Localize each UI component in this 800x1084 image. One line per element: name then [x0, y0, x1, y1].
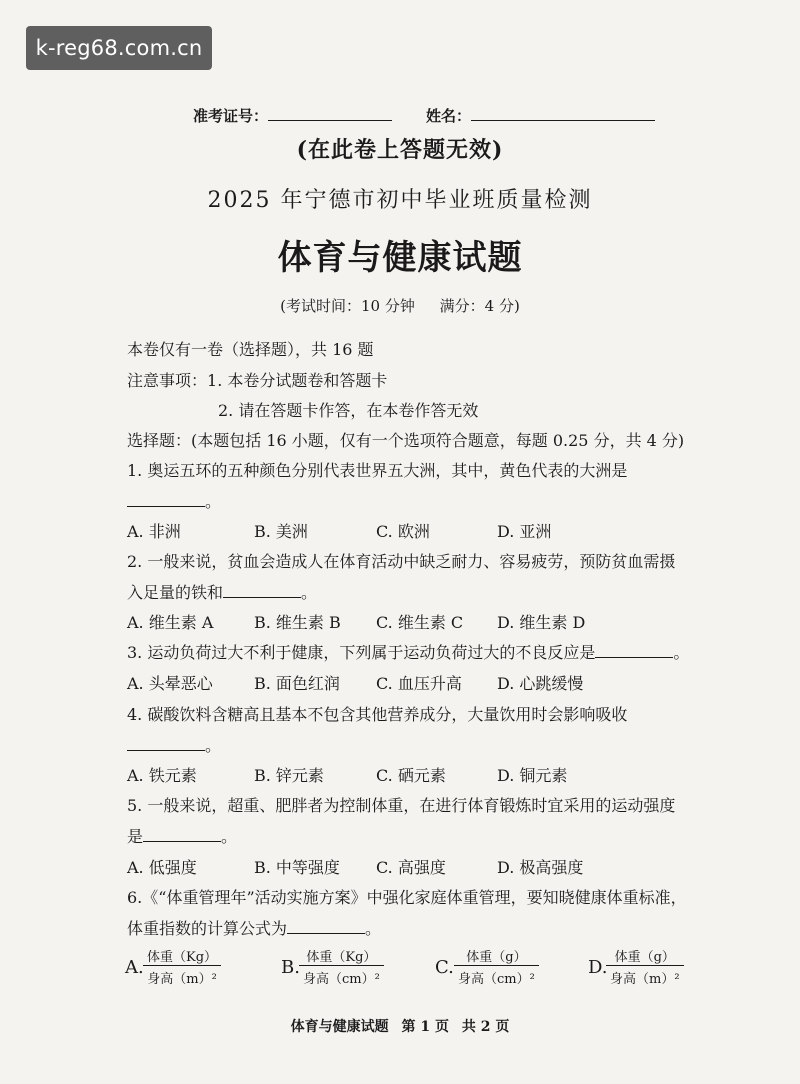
option-c: C. 硒元素 — [376, 766, 446, 785]
name-blank — [471, 106, 655, 121]
question-2-text: 2. 一般来说，贫血会造成人在体育活动中缺乏耐力、容易疲劳，预防贫血需摄 — [127, 552, 676, 571]
option-d-letter: D. — [588, 957, 608, 978]
answer-blank — [127, 734, 205, 751]
option-c: C. 维生素 C — [376, 613, 464, 632]
option-b-formula — [299, 946, 384, 987]
option-c: C. 高强度 — [376, 858, 446, 877]
question-3-stem: 3. 运动负荷过大不利于健康，下列属于运动负荷过大的不良反应是 — [127, 643, 596, 662]
question-2-text-tail: 入足量的铁和 — [127, 583, 224, 602]
punct: 。 — [221, 827, 238, 846]
option-b: B. 维生素 B — [254, 613, 341, 632]
question-1-blank-row — [127, 489, 221, 512]
option-d: D. 极高强度 — [497, 858, 584, 877]
option-c-formula — [454, 946, 539, 987]
answer-blank — [595, 641, 673, 658]
option-a: A. 铁元素 — [127, 766, 197, 785]
answer-blank — [143, 825, 221, 842]
option-a: A. 低强度 — [127, 858, 197, 877]
question-6-blank-row — [127, 916, 381, 939]
notes-row-1 — [127, 368, 387, 391]
watermark: k-reg68.com.cn — [26, 26, 212, 70]
answer-blank — [127, 490, 205, 507]
exam-id-blank — [268, 106, 392, 121]
formula-numerator: 体重（g） — [454, 946, 539, 966]
punct: 。 — [205, 492, 222, 511]
question-6-text-tail: 体重指数的计算公式为 — [127, 919, 288, 938]
formula-denominator: 身高（cm）² — [303, 972, 380, 987]
option-d: D. 亚洲 — [497, 522, 552, 541]
exam-id-label: 准考证号： — [193, 107, 269, 125]
formula-denominator: 身高（cm）² — [458, 972, 535, 987]
notes-item-1: 1. 本卷分试题卷和答题卡 — [207, 371, 388, 390]
section-heading: 选择题：(本题包括 16 小题，仅有一个选项符合题意，每题 0.25 分，共 4 分) — [127, 431, 685, 450]
option-a: A. 维生素 A — [127, 613, 214, 632]
formula-denominator: 身高（m）² — [610, 972, 680, 987]
option-d: D. 铜元素 — [497, 766, 568, 785]
question-4-blank-row — [127, 733, 221, 756]
exam-meta — [0, 295, 800, 316]
option-a-formula — [143, 946, 221, 987]
invalid-answer-notice: (在此卷上答题无效) — [296, 137, 504, 163]
question-1-text: 1. 奥运五环的五种颜色分别代表世界五大洲，其中，黄色代表的大洲是 — [127, 461, 628, 480]
question-5-blank-row — [127, 824, 237, 847]
option-c: C. 欧洲 — [376, 522, 430, 541]
intro-text: 本卷仅有一卷（选择题），共 16 题 — [127, 340, 374, 359]
footer-total-pages: 共 2 页 — [461, 1019, 510, 1035]
answer-blank — [223, 581, 301, 598]
option-d: D. 心跳缓慢 — [497, 674, 584, 693]
answer-blank — [287, 917, 365, 934]
option-a: A. 头晕恶心 — [127, 674, 213, 693]
punct: 。 — [301, 583, 318, 602]
name-row — [426, 105, 655, 126]
formula-numerator: 体重（Kg） — [143, 946, 221, 966]
option-c-letter: C. — [435, 957, 454, 978]
punct: 。 — [205, 736, 222, 755]
option-a-letter: A. — [125, 957, 144, 978]
question-6-text: 6.《“体重管理年”活动实施方案》中强化家庭体重管理，要知晓健康体重标准， — [127, 888, 687, 907]
exam-full-score: 满分：4 分) — [439, 297, 520, 315]
option-d: D. 维生素 D — [497, 613, 586, 632]
footer-title: 体育与健康试题 — [290, 1019, 389, 1035]
name-label: 姓名： — [426, 107, 472, 125]
question-5-text-tail: 是 — [127, 827, 144, 846]
option-a: A. 非洲 — [127, 522, 181, 541]
question-4-text: 4. 碳酸饮料含糖高且基本不包含其他营养成分，大量饮用时会影响吸收 — [127, 705, 628, 724]
exam-name: 2025 年宁德市初中毕业班质量检测 — [207, 188, 593, 213]
option-b: B. 中等强度 — [254, 858, 340, 877]
footer-page-number: 第 1 页 — [401, 1019, 449, 1035]
option-c: C. 血压升高 — [376, 674, 462, 693]
exam-time: (考试时间：10 分钟 — [280, 297, 415, 315]
question-5-text: 5. 一般来说，超重、肥胖者为控制体重，在进行体育锻炼时宜采用的运动强度 — [127, 796, 676, 815]
formula-numerator: 体重（g） — [606, 946, 684, 966]
exam-id-row — [193, 105, 392, 126]
punct: 。 — [673, 643, 690, 662]
option-b: B. 美洲 — [254, 522, 308, 541]
formula-numerator: 体重（Kg） — [299, 946, 384, 966]
page-footer — [0, 1016, 800, 1036]
punct: 。 — [365, 919, 382, 938]
question-2-blank-row — [127, 580, 317, 603]
subject-title: 体育与健康试题 — [277, 238, 523, 278]
notes-label: 注意事项： — [127, 371, 208, 390]
formula-denominator: 身高（m）² — [147, 972, 217, 987]
option-b: B. 面色红润 — [254, 674, 340, 693]
notes-item-2: 2. 请在答题卡作答，在本卷作答无效 — [218, 401, 479, 420]
question-3-text — [127, 640, 689, 663]
option-b: B. 锌元素 — [254, 766, 324, 785]
option-b-letter: B. — [281, 957, 300, 978]
option-d-formula — [606, 946, 684, 987]
